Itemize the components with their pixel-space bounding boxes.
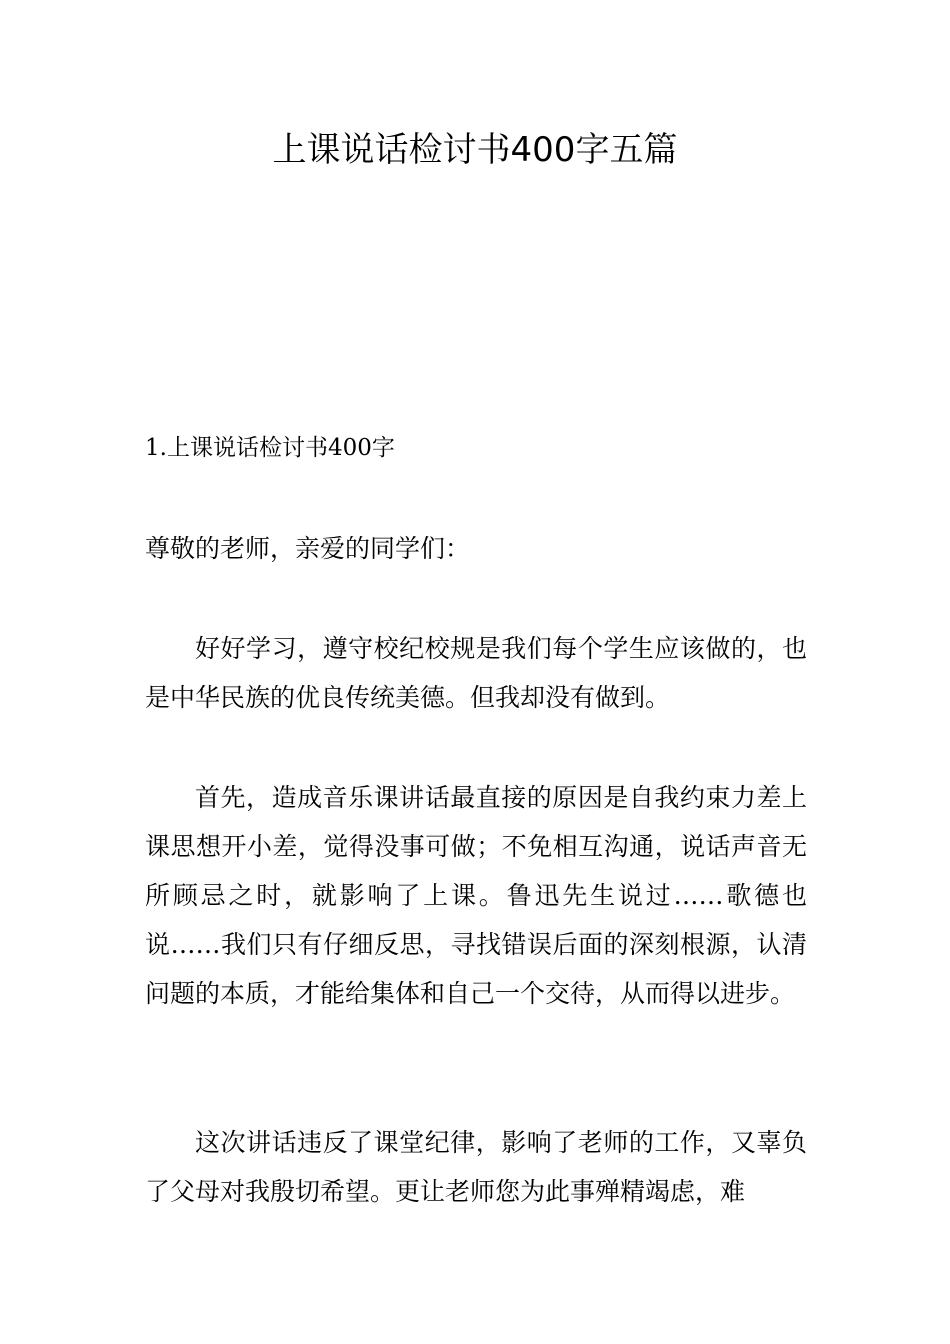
salutation: 尊敬的老师，亲爱的同学们：: [145, 534, 471, 563]
section-heading: 1.上课说话检讨书400字: [145, 435, 395, 461]
paragraph-2: 首先，造成音乐课讲话最直接的原因是自我约束力差上课思想开小差，觉得没事可做；不免相互沟通，说话声音无所顾忌之时，就影响了上课。鲁迅先生说过……歌德也说……我们只有仔细反思，寻找错误后面的深刻根源，认清问题的本质，才能给集体和自己一个交待，从而得以进步。: [145, 783, 807, 1008]
paragraph-1: 好好学习，遵守校纪校规是我们每个学生应该做的，也是中华民族的优良传统美德。但我却没有做到。: [145, 634, 807, 712]
document-title: 上课说话检讨书400字五篇: [272, 130, 678, 170]
paragraph-3: 这次讲话违反了课堂纪律，影响了老师的工作，又辜负了父母对我殷切希望。更让老师您为此事殚精竭虑，难: [145, 1128, 807, 1206]
